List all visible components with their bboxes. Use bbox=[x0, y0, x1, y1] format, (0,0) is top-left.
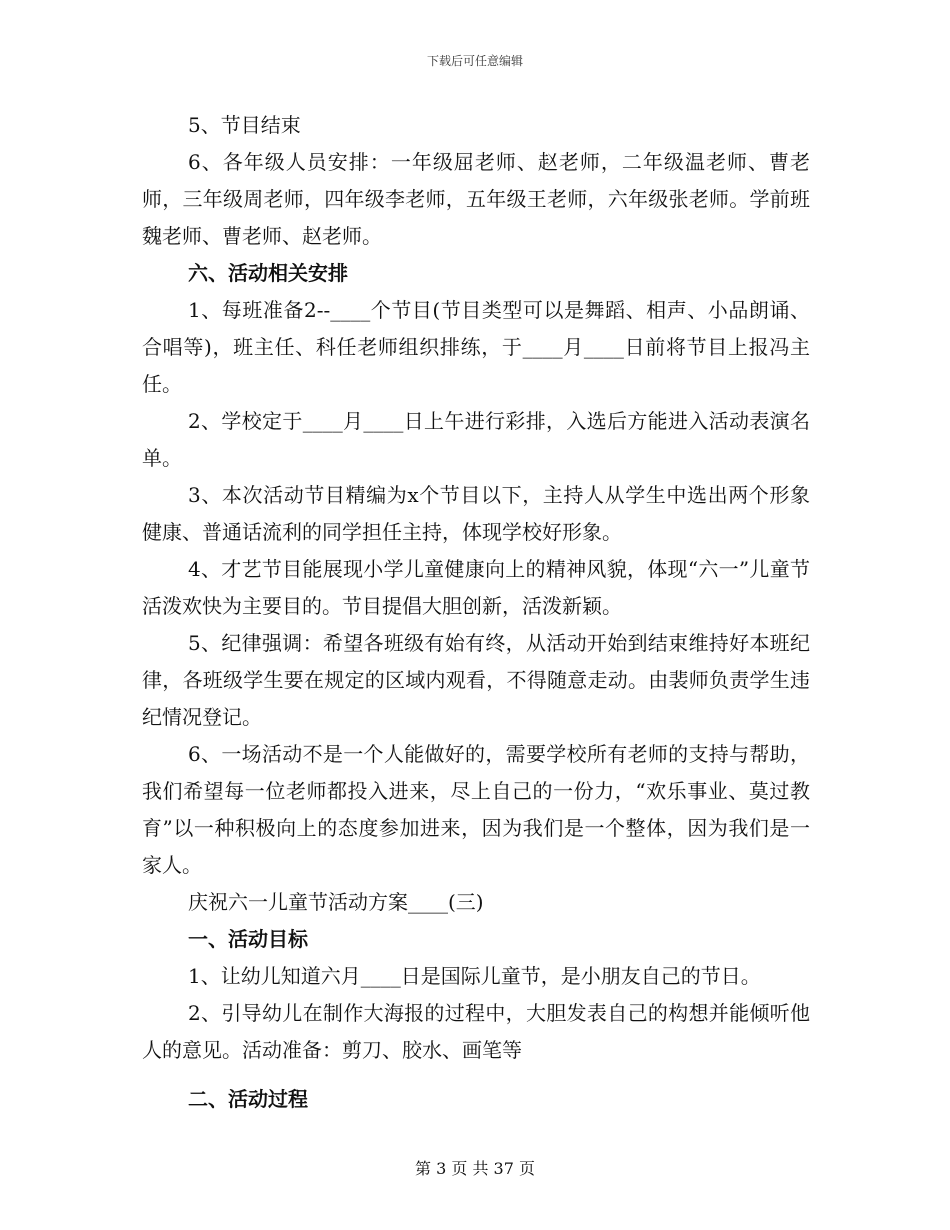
paragraph: 5、纪律强调：希望各班级有始有终，从活动开始到结束维持好本班纪律，各班级学生要在规定的区域内观看，不得随意走动。由裴师负责学生违纪情况登记。 bbox=[142, 631, 810, 729]
section-heading: 六、活动相关安排 bbox=[188, 261, 348, 285]
paragraph: 1、让幼儿知道六月____日是国际儿童节，是小朋友自己的节日。 bbox=[188, 964, 761, 988]
plan-title: 庆祝六一儿童节活动方案____(三) bbox=[188, 890, 484, 914]
paragraph: 2、引导幼儿在制作大海报的过程中，大胆发表自己的构想并能倾听他人的意见。活动准备：剪刀、胶水、画笔等 bbox=[142, 1001, 810, 1062]
paragraph: 5、节目结束 bbox=[188, 113, 301, 137]
paragraph: 6、各年级人员安排：一年级屈老师、赵老师，二年级温老师、曹老师，三年级周老师，四年级李老师，五年级王老师，六年级张老师。学前班魏老师、曹老师、赵老师。 bbox=[142, 150, 810, 248]
section-heading: 二、活动过程 bbox=[188, 1087, 308, 1111]
page-number: 第 3 页 共 37 页 bbox=[415, 1159, 535, 1178]
paragraph: 4、才艺节目能展现小学儿童健康向上的精神风貌，体现“六一”儿童节活泼欢快为主要目的。节目提倡大胆创新，活泼新颖。 bbox=[142, 557, 810, 618]
section-heading: 一、活动目标 bbox=[188, 927, 308, 951]
paragraph: 6、一场活动不是一个人能做好的，需要学校所有老师的支持与帮助，我们希望每一位老师都投入进来，尽上自己的一份力，“欢乐事业、莫过教育”以一种积极向上的态度参加进来，因为我们是一个整体，因为我们是一家人。 bbox=[142, 742, 810, 877]
paragraph: 2、学校定于____月____日上午进行彩排，入选后方能进入活动表演名单。 bbox=[142, 409, 810, 470]
paragraph: 1、每班准备2--____个节目(节目类型可以是舞蹈、相声、小品朗诵、合唱等)，班主任、科任老师组织排练，于____月____日前将节目上报冯主任。 bbox=[142, 298, 810, 396]
document-body bbox=[142, 107, 810, 1118]
header-note: 下载后可任意编辑 bbox=[426, 54, 523, 68]
paragraph: 3、本次活动节目精编为x个节目以下，主持人从学生中选出两个形象健康、普通话流利的同学担任主持，体现学校好形象。 bbox=[142, 483, 810, 544]
